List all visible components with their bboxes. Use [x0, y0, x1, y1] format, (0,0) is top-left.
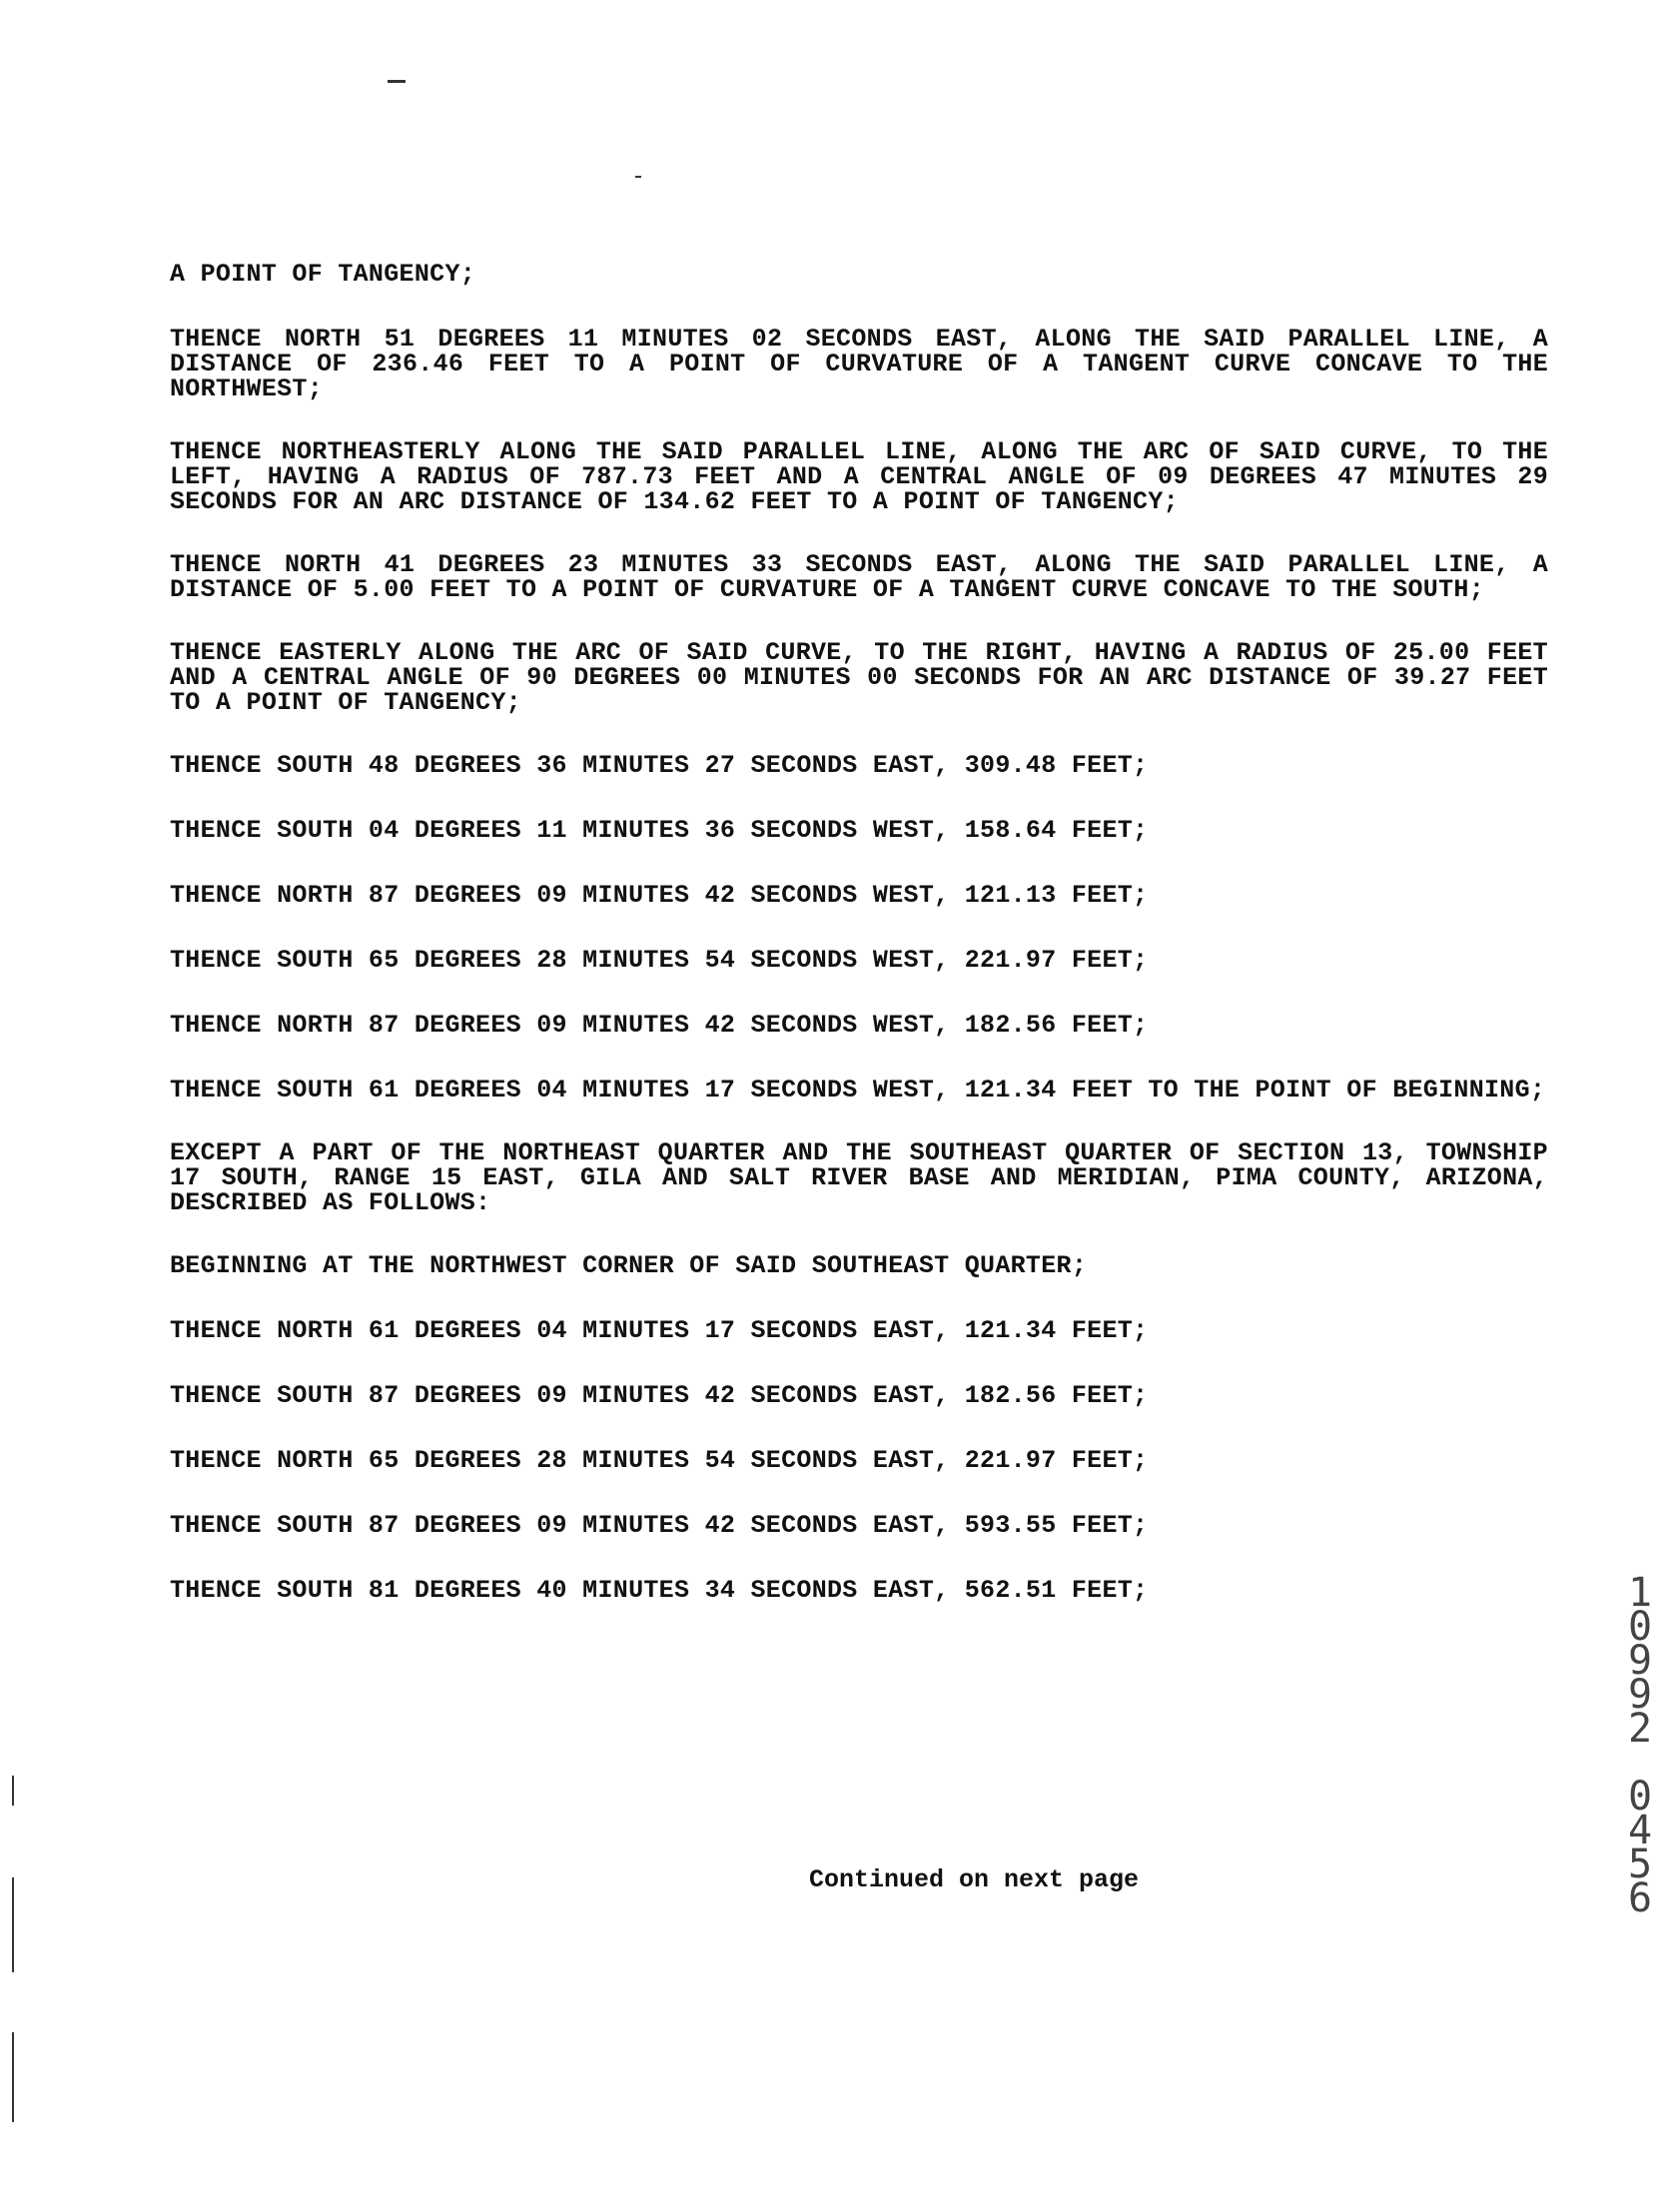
- scan-mark: [635, 176, 641, 178]
- paragraph-course: THENCE NORTH 41 DEGREES 23 MINUTES 33 SECONDS EAST, ALONG THE SAID PARALLEL LINE, A DISTANCE OF 5.00 FEET TO A POINT OF CURVATURE OF A TANGENT CURVE CONCAVE TO THE SOUTH;: [170, 550, 1564, 604]
- paragraph-course: THENCE SOUTH 87 DEGREES 09 MINUTES 42 SECONDS EAST, 593.55 FEET;: [170, 1511, 1149, 1540]
- scan-mark: [12, 2032, 14, 2122]
- paragraph-course: THENCE SOUTH 65 DEGREES 28 MINUTES 54 SECONDS WEST, 221.97 FEET;: [170, 946, 1149, 975]
- paragraph-course: THENCE SOUTH 04 DEGREES 11 MINUTES 36 SECONDS WEST, 158.64 FEET;: [170, 816, 1149, 845]
- paragraph-course: THENCE NORTH 51 DEGREES 11 MINUTES 02 SECONDS EAST, ALONG THE SAID PARALLEL LINE, A DISTANCE OF 236.46 FEET TO A POINT OF CURVATURE OF A TANGENT CURVE CONCAVE TO THE NORTHWEST;: [170, 325, 1564, 403]
- paragraph-beginning: BEGINNING AT THE NORTHWEST CORNER OF SAID SOUTHEAST QUARTER;: [170, 1251, 1088, 1280]
- paragraph-course: THENCE NORTHEASTERLY ALONG THE SAID PARALLEL LINE, ALONG THE ARC OF SAID CURVE, TO THE LEFT, HAVING A RADIUS OF 787.73 FEET AND A CENTRAL ANGLE OF 09 DEGREES 47 MINUTES 29 SECONDS FOR AN ARC DISTANCE OF 134.62 FEET TO A POINT OF TANGENCY;: [170, 437, 1564, 516]
- recording-stamp: 1 0 9 9 2 0 4 5 6: [1627, 1570, 1653, 1921]
- scan-mark: [12, 1877, 14, 1972]
- paragraph-exception: EXCEPT A PART OF THE NORTHEAST QUARTER AND THE SOUTHEAST QUARTER OF SECTION 13, TOWNSHIP 17 SOUTH, RANGE 15 EAST, GILA AND SALT RIVER BASE AND MERIDIAN, PIMA COUNTY, ARIZONA, DESCRIBED AS FOLLOWS:: [170, 1138, 1564, 1217]
- legal-description: [170, 260, 1564, 1643]
- paragraph-course: THENCE SOUTH 61 DEGREES 04 MINUTES 17 SECONDS WEST, 121.34 FEET TO THE POINT OF BEGINNING;: [170, 1076, 1546, 1105]
- paragraph-course: THENCE NORTH 65 DEGREES 28 MINUTES 54 SECONDS EAST, 221.97 FEET;: [170, 1446, 1149, 1475]
- paragraph-course: THENCE EASTERLY ALONG THE ARC OF SAID CURVE, TO THE RIGHT, HAVING A RADIUS OF 25.00 FEET AND A CENTRAL ANGLE OF 90 DEGREES 00 MINUTES 00 SECONDS FOR AN ARC DISTANCE OF 39.27 FEET TO A POINT OF TANGENCY;: [170, 638, 1564, 717]
- scan-mark: [388, 80, 406, 83]
- continued-note: Continued on next page: [809, 1865, 1140, 1894]
- paragraph-course: THENCE SOUTH 81 DEGREES 40 MINUTES 34 SECONDS EAST, 562.51 FEET;: [170, 1576, 1149, 1605]
- scan-mark: [12, 1776, 14, 1806]
- paragraph-course: THENCE NORTH 61 DEGREES 04 MINUTES 17 SECONDS EAST, 121.34 FEET;: [170, 1316, 1149, 1345]
- paragraph-point-of-tangency: A POINT OF TANGENCY;: [170, 260, 476, 289]
- paragraph-course: THENCE SOUTH 48 DEGREES 36 MINUTES 27 SECONDS EAST, 309.48 FEET;: [170, 751, 1149, 780]
- paragraph-course: THENCE SOUTH 87 DEGREES 09 MINUTES 42 SECONDS EAST, 182.56 FEET;: [170, 1381, 1149, 1410]
- paragraph-course: THENCE NORTH 87 DEGREES 09 MINUTES 42 SECONDS WEST, 182.56 FEET;: [170, 1011, 1149, 1040]
- paragraph-course: THENCE NORTH 87 DEGREES 09 MINUTES 42 SECONDS WEST, 121.13 FEET;: [170, 881, 1149, 910]
